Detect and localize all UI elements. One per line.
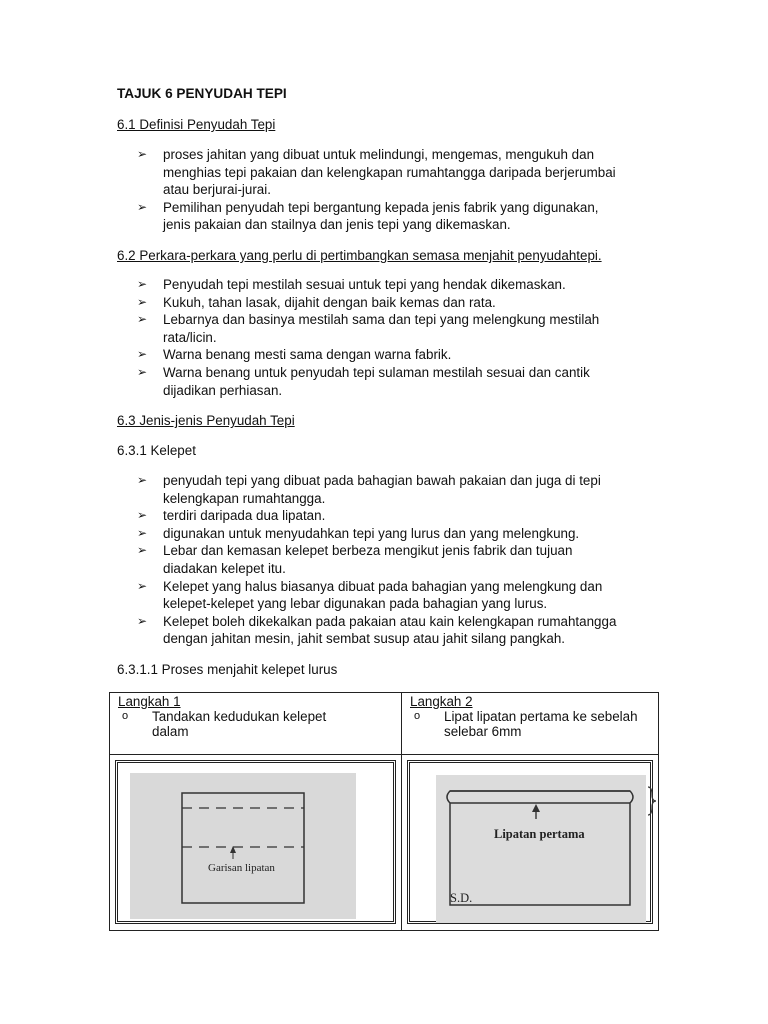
section-6-2-heading: 6.2 Perkara-perkara yang perlu di pertimbangkan semasa menjahit penyudahtepi. bbox=[117, 248, 602, 263]
list-item: ➢ penyudah tepi yang dibuat pada bahagian bawah pakaian dan juga di tepi kelengkapan rumahtangga. bbox=[137, 472, 657, 507]
step-1-header bbox=[110, 693, 402, 755]
step-1-figure-frame bbox=[115, 760, 396, 924]
list-item: ➢ Warna benang untuk penyudah tepi sulaman mestilah sesuai dan cantik dijadikan perhiasan. bbox=[137, 364, 657, 399]
list-item: ➢ Pemilihan penyudah tepi bergantung kepada jenis fabrik yang digunakan, jenis pakaian dan stailnya dan jenis tepi yang dikemaskan. bbox=[137, 199, 657, 234]
list-item: ➢ Kelepet yang halus biasanya dibuat pada bahagian yang melengkung dan kelepet-kelepet yang lebar digunakan pada bahagian yang lurus. bbox=[137, 578, 657, 613]
section-6-3-1-heading: 6.3.1 Kelepet bbox=[117, 443, 196, 458]
list-item: ➢ terdiri daripada dua lipatan. bbox=[137, 507, 657, 525]
section-6-2-list bbox=[137, 276, 657, 399]
fold-line-label: Garisan lipatan bbox=[208, 862, 275, 874]
section-6-3-1-list bbox=[137, 472, 657, 648]
section-6-3-1-1-heading: 6.3.1.1 Proses menjahit kelepet lurus bbox=[117, 662, 338, 677]
step-2-figure bbox=[436, 775, 646, 923]
step-1-label: Langkah 1 bbox=[118, 694, 181, 709]
section-6-1-heading: 6.1 Definisi Penyudah Tepi bbox=[117, 117, 276, 132]
sd-mark: S.D. bbox=[450, 891, 473, 905]
list-item: ➢ proses jahitan yang dibuat untuk melindungi, mengemas, mengukuh dan menghias tepi pakaian dan kelengkapan rumahtangga daripada berjerumbai atau berjurai-jurai. bbox=[137, 146, 657, 199]
steps-table bbox=[109, 692, 659, 931]
fold-diagram bbox=[130, 773, 356, 919]
step-1-figure bbox=[130, 773, 356, 919]
list-item: ➢ Warna benang mesti sama dengan warna fabrik. bbox=[137, 346, 657, 364]
step-1-figure-cell bbox=[110, 755, 402, 931]
step-2-figure-cell bbox=[402, 755, 659, 931]
step-2-label: Langkah 2 bbox=[410, 694, 473, 709]
list-item: ➢ Kelepet boleh dikekalkan pada pakaian atau kain kelengkapan rumahtangga dengan jahitan mesin, jahit sembat susup atau jahit silang pangkah. bbox=[137, 613, 657, 648]
list-item: ➢ Kukuh, tahan lasak, dijahit dengan baik kemas dan rata. bbox=[137, 294, 657, 312]
list-item: ➢ Penyudah tepi mestilah sesuai untuk tepi yang hendak dikemaskan. bbox=[137, 276, 657, 294]
first-fold-label: Lipatan pertama bbox=[494, 827, 585, 841]
page-title: TAJUK 6 PENYUDAH TEPI bbox=[117, 86, 287, 101]
list-item: ➢ Lebarnya dan basinya mestilah sama dan tepi yang melengkung mestilah rata/licin. bbox=[137, 311, 657, 346]
list-item: ➢ Lebar dan kemasan kelepet berbeza mengikut jenis fabrik dan tujuan diadakan kelepet itu. bbox=[137, 542, 657, 577]
list-item: ➢ digunakan untuk menyudahkan tepi yang lurus dan yang melengkung. bbox=[137, 525, 657, 543]
section-6-3-heading: 6.3 Jenis-jenis Penyudah Tepi bbox=[117, 413, 295, 428]
step-2-instruction: o Lipat lipatan pertama ke sebelah selebar 6mm bbox=[410, 709, 650, 739]
section-6-1-list bbox=[137, 146, 657, 234]
step-2-header bbox=[402, 693, 659, 755]
step-2-figure-frame bbox=[407, 760, 653, 924]
step-1-instruction: o Tandakan kedudukan kelepet dalam bbox=[118, 709, 393, 739]
